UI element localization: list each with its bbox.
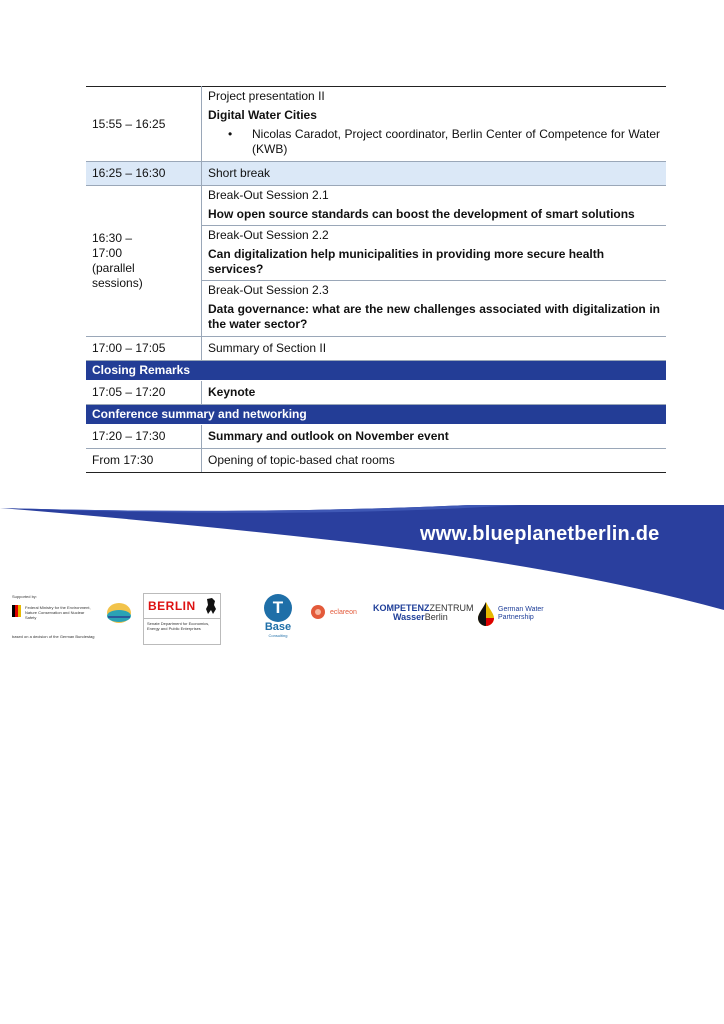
session-title: How open source standards can boost the development of smart solutions: [208, 207, 635, 221]
item-label: Project presentation II: [208, 89, 325, 103]
section-header: Closing Remarks: [86, 361, 666, 381]
agenda-row: [86, 186, 666, 337]
agenda-row: [86, 381, 666, 405]
session-block: [202, 225, 666, 280]
description-cell: [202, 87, 667, 162]
speaker-bullet: [208, 125, 660, 161]
agenda-row: [86, 162, 666, 186]
time-cell: 16:25 – 16:30: [86, 162, 202, 186]
description-cell: Short break: [202, 162, 667, 186]
agenda-row: [86, 87, 666, 162]
bmu-logo: Supported by: Federal Ministry for the Environment, Nature Conservation and Nuclear Safety based on a decision of the German Bundestag: [12, 594, 95, 639]
agenda-row: [86, 425, 666, 449]
eclareon-logo: eclareon: [310, 604, 357, 620]
eagle-icon: [12, 605, 22, 617]
speaker-text: Nicolas Caradot, Project coordinator, Berlin Center of Competence for Water (KWB): [252, 127, 660, 156]
session-title: Data governance: what are the new challenges associated with digitalization in the water sector?: [208, 302, 660, 331]
time-cell: 15:55 – 16:25: [86, 87, 202, 162]
gwp-logo: German Water Partnership: [478, 602, 544, 626]
agenda-table: [86, 86, 666, 473]
environment-logo-icon: [106, 602, 132, 624]
session-label: Break-Out Session 2.3: [208, 283, 329, 297]
agenda-row: [86, 449, 666, 473]
time-cell: 17:20 – 17:30: [86, 425, 202, 449]
description-cell: Summary of Section II: [202, 337, 667, 361]
time-cell: From 17:30: [86, 449, 202, 473]
session-label: Break-Out Session 2.2: [208, 228, 329, 242]
sponsor-logos: [0, 590, 724, 650]
time-cell: 17:00 – 17:05: [86, 337, 202, 361]
session-label: Break-Out Session 2.1: [208, 188, 329, 202]
kompetenzzentrum-logo: KOMPETENZZENTRUM WasserBerlin: [373, 603, 474, 622]
time-cell: 16:30 – 17:00 (parallel sessions): [86, 186, 202, 337]
time-cell: 17:05 – 17:20: [86, 381, 202, 405]
description-cell: Summary and outlook on November event: [202, 425, 667, 449]
description-cell: Keynote: [202, 381, 667, 405]
section-header: Conference summary and networking: [86, 405, 666, 425]
berlin-bear-icon: [204, 597, 218, 615]
item-title: Digital Water Cities: [208, 108, 317, 122]
tbase-logo: T Base Consulting: [258, 594, 298, 638]
description-cell: [202, 186, 667, 337]
session-block: [202, 280, 666, 336]
eclareon-icon: [310, 604, 328, 620]
berlin-logo: BERLIN Senate Department for Economics, Energy and Public Enterprises: [143, 593, 221, 645]
bullet-icon: •: [228, 127, 233, 141]
description-cell: Opening of topic-based chat rooms: [202, 449, 667, 473]
website-link[interactable]: www.blueplanetberlin.de: [420, 523, 660, 545]
session-block: [202, 186, 666, 225]
agenda-row: [86, 337, 666, 361]
water-drop-icon: [478, 602, 494, 626]
session-title: Can digitalization help municipalities in providing more secure health services?: [208, 247, 605, 276]
